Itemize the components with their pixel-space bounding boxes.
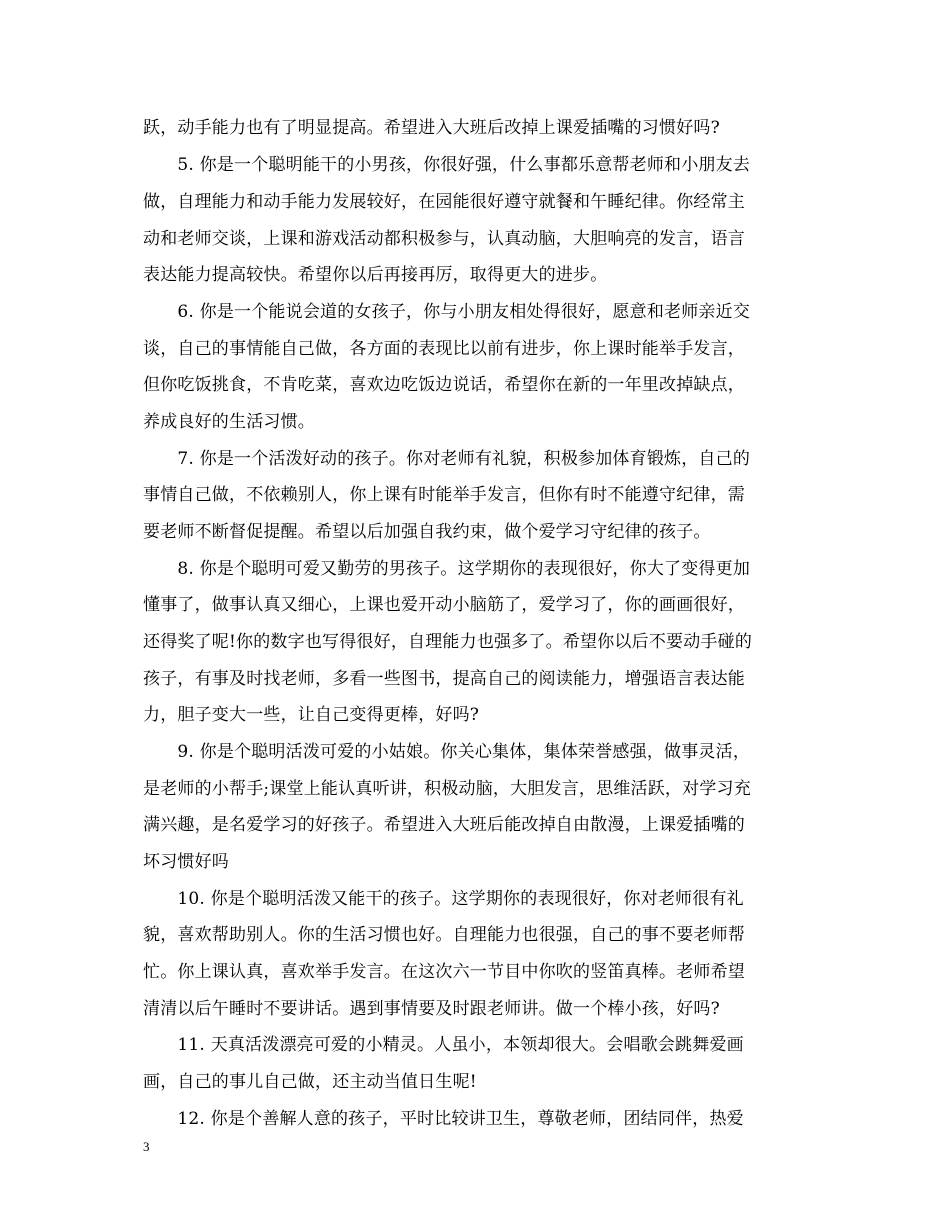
text-line: 画，自己的事儿自己做，还主动当值日生呢! bbox=[143, 1072, 477, 1092]
text-line: 10. 你是个聪明活泼又能干的孩子。这学期你的表现很好，你对老师很有礼 bbox=[143, 889, 744, 909]
text-line: 跃，动手能力也有了明显提高。希望进入大班后改掉上课爱插嘴的习惯好吗? bbox=[143, 118, 720, 138]
text-line: 8. 你是个聪明可爱又勤劳的男孩子。这学期你的表现很好，你大了变得更加 bbox=[143, 559, 751, 579]
text-line: 貌，喜欢帮助别人。你的生活习惯也好。自理能力也很强，自己的事不要老师帮 bbox=[143, 925, 745, 945]
text-line: 12. 你是个善解人意的孩子，平时比较讲卫生，尊敬老师，团结同伴，热爱 bbox=[143, 1109, 744, 1129]
text-line: 养成良好的生活习惯。 bbox=[143, 412, 315, 432]
text-line: 力，胆子变大一些，让自己变得更棒，好吗? bbox=[143, 705, 480, 725]
text-line: 9. 你是个聪明活泼可爱的小姑娘。你关心集体，集体荣誉感强，做事灵活， bbox=[143, 742, 751, 762]
text-line: 懂事了，做事认真又细心，上课也爱开动小脑筋了，爱学习了，你的画画很好， bbox=[143, 595, 745, 615]
page-number: 3 bbox=[143, 1139, 150, 1154]
text-line: 表达能力提高较快。希望你以后再接再厉，取得更大的进步。 bbox=[143, 265, 608, 285]
text-line: 但你吃饭挑食，不肯吃菜，喜欢边吃饭边说话，希望你在新的一年里改掉缺点， bbox=[143, 375, 745, 395]
text-line: 满兴趣，是名爱学习的好孩子。希望进入大班后能改掉自由散漫，上课爱插嘴的 bbox=[143, 815, 745, 835]
text-line: 清清以后午睡时不要讲话。遇到事情要及时跟老师讲。做一个棒小孩，好吗? bbox=[143, 999, 720, 1019]
text-line: 7. 你是一个活泼好动的孩子。你对老师有礼貌，积极参加体育锻炼，自己的 bbox=[143, 449, 751, 469]
text-line: 11. 天真活泼漂亮可爱的小精灵。人虽小，本领却很大。会唱歌会跳舞爱画 bbox=[143, 1035, 744, 1055]
text-line: 还得奖了呢!你的数字也写得很好，自理能力也强多了。希望你以后不要动手碰的 bbox=[143, 632, 753, 652]
text-line: 5. 你是一个聪明能干的小男孩，你很好强，什么事都乐意帮老师和小朋友去 bbox=[143, 155, 751, 175]
text-line: 谈，自己的事情能自己做，各方面的表现比以前有进步，你上课时能举手发言， bbox=[143, 339, 745, 359]
text-line: 忙。你上课认真，喜欢举手发言。在这次六一节目中你吹的竖笛真棒。老师希望 bbox=[143, 962, 745, 982]
text-line: 动和老师交谈，上课和游戏活动都积极参与，认真动脑，大胆响亮的发言，语言 bbox=[143, 229, 745, 249]
text-line: 是老师的小帮手;课堂上能认真听讲，积极动脑，大胆发言，思维活跃，对学习充 bbox=[143, 779, 751, 799]
text-line: 孩子，有事及时找老师，多看一些图书，提高自己的阅读能力，增强语言表达能 bbox=[143, 669, 745, 689]
text-line: 事情自己做，不依赖别人，你上课有时能举手发言，但你有时不能遵守纪律，需 bbox=[143, 485, 745, 505]
text-line: 6. 你是一个能说会道的女孩子，你与小朋友相处得很好，愿意和老师亲近交 bbox=[143, 302, 751, 322]
text-line: 要老师不断督促提醒。希望以后加强自我约束，做个爱学习守纪律的孩子。 bbox=[143, 522, 711, 542]
text-line: 坏习惯好吗 bbox=[143, 852, 229, 872]
text-line: 做，自理能力和动手能力发展较好，在园能很好遵守就餐和午睡纪律。你经常主 bbox=[143, 192, 745, 212]
